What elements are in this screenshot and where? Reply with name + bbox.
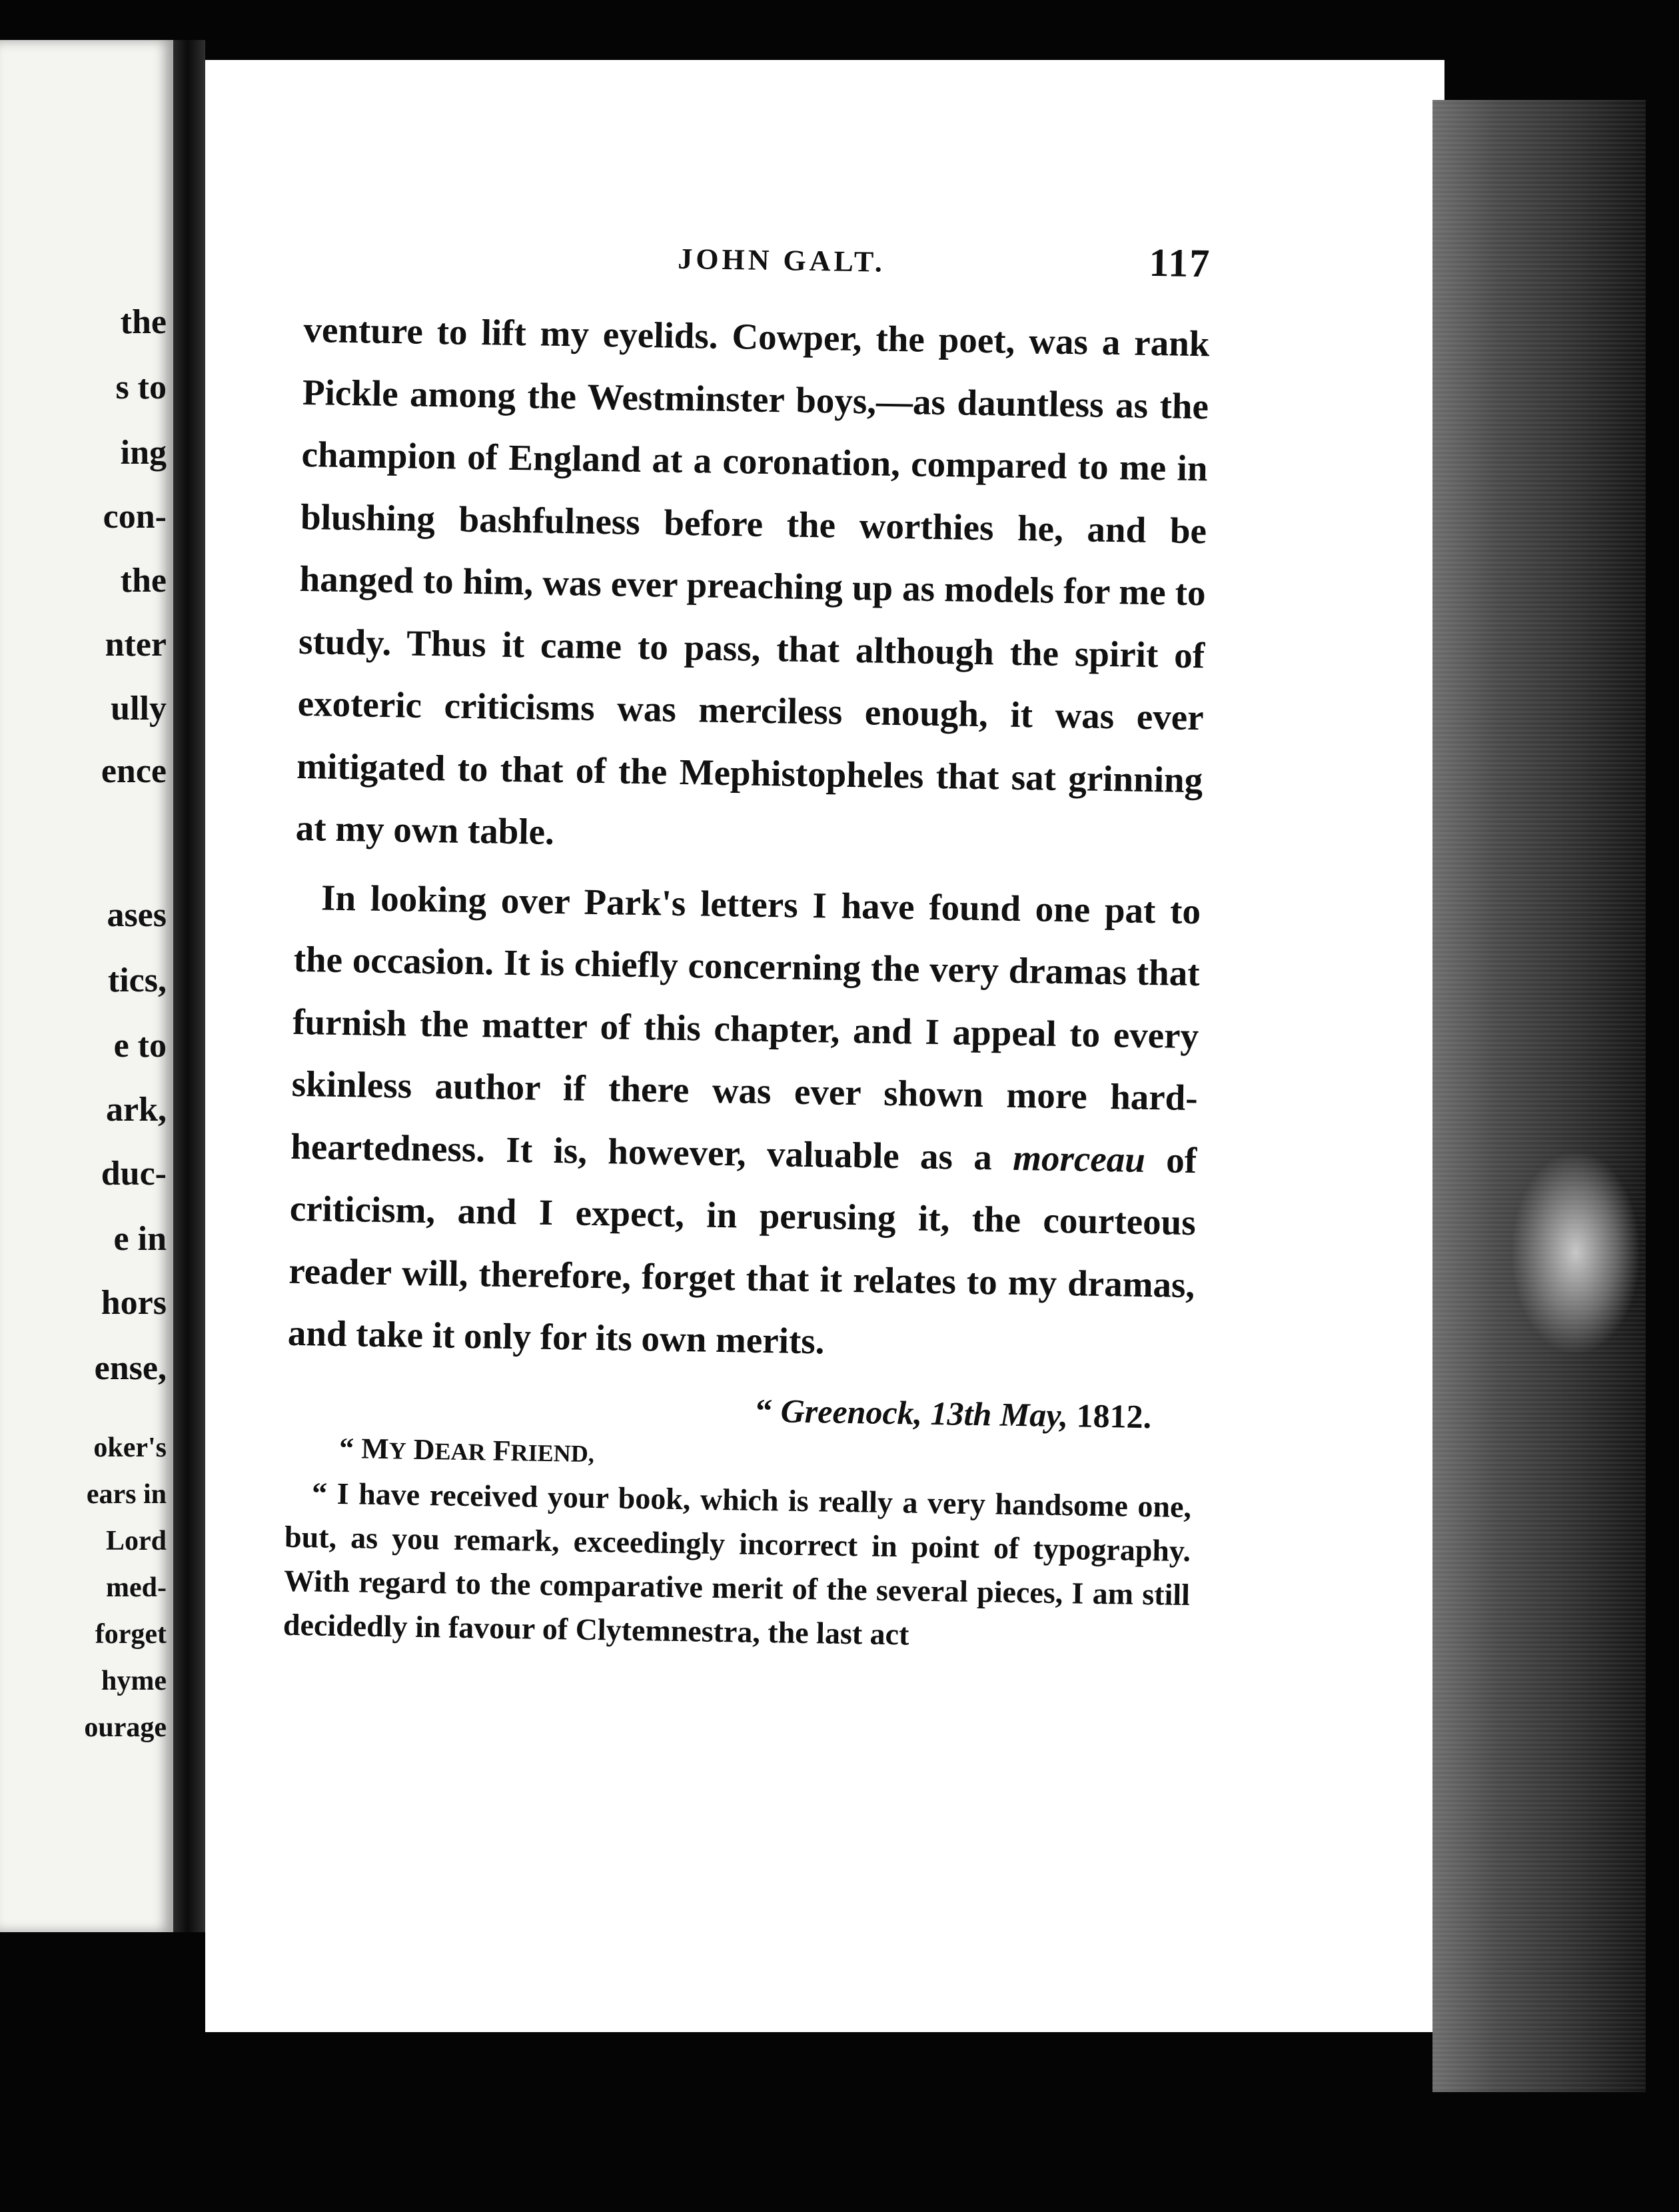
left-fragment: Lord bbox=[105, 1526, 167, 1556]
letter-paragraph: “ I have received your book, which is really a very handsome one, but, as you remark, exceedingly incorrect in point of typography. With regard to the comparative merit of the several pieces, I am still decidedly in favour of Clytemnestra, the last act bbox=[282, 1475, 1192, 1651]
left-fragment: ence bbox=[101, 752, 167, 790]
paragraph: venture to lift my eyelids. Cowper, the poet, was a rank Pickle among the Westminster boys,—as dauntless as the champion of England at a coronation, compared to me in blushing bashfulness before the worthies he, and be hanged to him, was ever preaching up as models for me to study. Thus it came to pass, that although the spirit of exoteric criticisms was merciless enough, it was ever mitigated to that of the Mephistopheles that sat grinning at my own table. bbox=[295, 308, 1210, 852]
open-quote: “ bbox=[755, 1391, 782, 1429]
left-fragment: forget bbox=[95, 1619, 167, 1650]
date-month: May, bbox=[999, 1395, 1069, 1434]
salutation-initial: M bbox=[360, 1432, 390, 1465]
open-quote: “ bbox=[338, 1431, 362, 1465]
left-fragment: e in bbox=[113, 1220, 167, 1258]
date-place: Greenock, bbox=[780, 1391, 923, 1432]
salutation-initial: D bbox=[413, 1432, 435, 1466]
left-fragment: nter bbox=[105, 626, 167, 664]
salutation-rest: RIEND, bbox=[510, 1438, 595, 1467]
date-year: 1812. bbox=[1076, 1396, 1152, 1435]
left-fragment: ing bbox=[120, 434, 167, 472]
left-page bbox=[0, 40, 173, 1932]
salutation-rest: Y bbox=[388, 1436, 407, 1464]
running-head-title: JOHN GALT. bbox=[677, 242, 886, 278]
page-number: 117 bbox=[1149, 240, 1211, 286]
letter-date bbox=[286, 1382, 1193, 1436]
left-page-text-fragments bbox=[0, 40, 173, 1932]
salutation-initial: F bbox=[492, 1434, 512, 1467]
left-fragment: ense, bbox=[94, 1349, 167, 1387]
left-fragment: e to bbox=[113, 1027, 167, 1065]
left-fragment: duc- bbox=[101, 1155, 167, 1193]
left-fragment: oker's bbox=[93, 1432, 167, 1463]
left-fragment: ases bbox=[107, 896, 167, 934]
left-fragment: ark, bbox=[106, 1091, 167, 1129]
page-edges bbox=[1432, 100, 1646, 2092]
paragraph-text: In looking over Park's letters I have found one pat to the occasion. It is chiefly concerning the very dramas that furnish the matter of this chapter, and I appeal to every skinless author if there was ever shown more hard-heartedness. It is, however, valuable as a bbox=[290, 877, 1201, 1178]
left-fragment: the bbox=[120, 562, 167, 600]
page-text-block bbox=[283, 227, 1211, 1661]
left-fragment: ourage bbox=[84, 1712, 167, 1743]
paper-stain bbox=[1512, 1153, 1639, 1353]
paragraph-text: of criticism, and I expect, in perusing it, the courteous reader will, therefore, forget that it relates to my dramas, and take it only for its own merits. bbox=[287, 1139, 1197, 1362]
left-fragment: the bbox=[120, 303, 167, 341]
body-text bbox=[287, 298, 1210, 1379]
left-fragment: ears in bbox=[86, 1479, 167, 1510]
left-fragment: hyme bbox=[101, 1666, 167, 1696]
left-fragment: tics, bbox=[107, 961, 167, 999]
book-gutter bbox=[173, 40, 205, 1932]
date-day: 13th bbox=[930, 1394, 992, 1432]
letter-body bbox=[283, 1470, 1192, 1660]
left-fragment: med- bbox=[106, 1572, 167, 1603]
italic-term: morceau bbox=[1012, 1137, 1146, 1180]
left-fragment: ully bbox=[111, 690, 167, 728]
left-fragment: con- bbox=[103, 498, 167, 536]
paragraph bbox=[287, 865, 1201, 1378]
salutation-rest: EAR bbox=[434, 1437, 486, 1465]
left-fragment: hors bbox=[101, 1284, 167, 1322]
left-fragment: s to bbox=[115, 368, 167, 406]
